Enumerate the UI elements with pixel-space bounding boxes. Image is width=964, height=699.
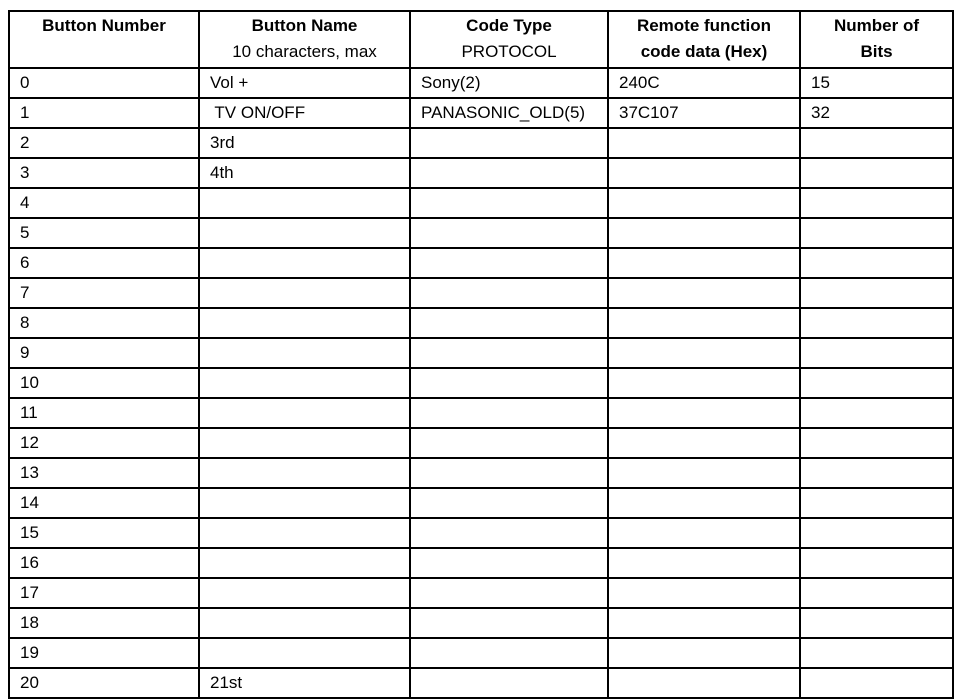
cell-code-data[interactable] [608,158,800,188]
table-body [9,68,953,698]
cell-number-of-bits[interactable] [800,398,953,428]
cell-number-of-bits[interactable] [800,668,953,698]
table-row [9,248,953,278]
cell-code-data[interactable] [608,578,800,608]
cell-code-data[interactable] [608,278,800,308]
table-row [9,428,953,458]
button-config-table-container [8,10,954,699]
cell-code-type[interactable] [410,428,608,458]
cell-button-number[interactable]: 19 [9,638,199,668]
table-row [9,68,953,98]
header-button-name-label: Button Name [251,16,358,35]
cell-code-data[interactable]: 240C [608,68,800,98]
cell-code-data[interactable] [608,638,800,668]
cell-code-type[interactable] [410,158,608,188]
table-row [9,218,953,248]
cell-code-data[interactable] [608,458,800,488]
cell-code-type[interactable]: Sony(2) [410,68,608,98]
cell-button-name[interactable] [199,638,410,668]
cell-button-name[interactable]: 3rd [199,128,410,158]
cell-number-of-bits[interactable] [800,188,953,218]
header-button-number [9,11,199,68]
table-row [9,338,953,368]
cell-button-name[interactable] [199,188,410,218]
cell-code-data[interactable] [608,248,800,278]
cell-code-type[interactable] [410,458,608,488]
cell-button-number[interactable]: 11 [9,398,199,428]
cell-button-name[interactable] [199,428,410,458]
cell-code-data[interactable] [608,608,800,638]
cell-code-type[interactable] [410,338,608,368]
cell-code-type[interactable] [410,578,608,608]
table-row [9,308,953,338]
header-button-number-label: Button Number [42,16,166,35]
cell-button-name[interactable] [199,458,410,488]
cell-code-data[interactable] [608,518,800,548]
cell-number-of-bits[interactable] [800,218,953,248]
header-row [9,11,953,68]
cell-button-name[interactable] [199,608,410,638]
cell-code-type[interactable] [410,188,608,218]
cell-code-type[interactable] [410,398,608,428]
table-row [9,608,953,638]
table-row [9,578,953,608]
cell-button-number[interactable]: 9 [9,338,199,368]
cell-code-data[interactable] [608,308,800,338]
cell-button-number[interactable]: 4 [9,188,199,218]
cell-button-name[interactable]: 21st [199,668,410,698]
cell-button-number[interactable]: 13 [9,458,199,488]
header-code-type [410,11,608,68]
cell-button-number[interactable]: 7 [9,278,199,308]
cell-code-type[interactable] [410,128,608,158]
cell-code-data[interactable]: 37C107 [608,98,800,128]
cell-number-of-bits[interactable] [800,518,953,548]
cell-button-name[interactable] [199,398,410,428]
table-row [9,458,953,488]
header-code-type-label: Code Type [466,16,552,35]
cell-button-number[interactable]: 16 [9,548,199,578]
cell-code-type[interactable] [410,638,608,668]
cell-button-number[interactable]: 17 [9,578,199,608]
cell-number-of-bits[interactable] [800,128,953,158]
cell-number-of-bits[interactable] [800,338,953,368]
cell-number-of-bits[interactable] [800,608,953,638]
cell-number-of-bits[interactable]: 32 [800,98,953,128]
cell-button-number[interactable]: 20 [9,668,199,698]
table-row [9,128,953,158]
table-row [9,398,953,428]
cell-button-number[interactable]: 2 [9,128,199,158]
cell-button-name[interactable]: 4th [199,158,410,188]
table-header [9,11,953,68]
cell-code-type[interactable] [410,278,608,308]
cell-button-name[interactable] [199,308,410,338]
cell-number-of-bits[interactable] [800,488,953,518]
table-row [9,368,953,398]
header-number-of-bits [800,11,953,68]
cell-code-type[interactable] [410,248,608,278]
cell-code-type[interactable] [410,548,608,578]
cell-button-name[interactable] [199,278,410,308]
cell-button-number[interactable]: 8 [9,308,199,338]
cell-button-name[interactable] [199,338,410,368]
cell-button-name[interactable]: TV ON/OFF [199,98,410,128]
cell-button-number[interactable]: 15 [9,518,199,548]
cell-button-number[interactable]: 1 [9,98,199,128]
cell-code-data[interactable] [608,338,800,368]
header-button-name-sublabel: 10 characters, max [232,42,377,61]
cell-number-of-bits[interactable] [800,578,953,608]
cell-code-data[interactable] [608,668,800,698]
cell-button-name[interactable] [199,578,410,608]
table-row [9,188,953,218]
cell-button-name[interactable]: Vol + [199,68,410,98]
cell-code-data[interactable] [608,218,800,248]
cell-number-of-bits[interactable] [800,638,953,668]
table-row [9,518,953,548]
cell-button-name[interactable] [199,488,410,518]
header-number-of-bits-label-line2: Bits [860,42,893,61]
cell-button-name[interactable] [199,218,410,248]
header-button-name [199,11,410,68]
cell-button-number[interactable]: 0 [9,68,199,98]
cell-button-name[interactable] [199,548,410,578]
cell-button-number[interactable]: 18 [9,608,199,638]
header-code-data [608,11,800,68]
cell-code-type[interactable]: PANASONIC_OLD(5) [410,98,608,128]
cell-code-type[interactable] [410,368,608,398]
cell-code-type[interactable] [410,218,608,248]
table-row [9,668,953,698]
cell-code-type[interactable] [410,308,608,338]
cell-code-data[interactable] [608,368,800,398]
cell-number-of-bits[interactable] [800,368,953,398]
cell-number-of-bits[interactable] [800,308,953,338]
cell-number-of-bits[interactable] [800,158,953,188]
header-number-of-bits-label: Number of [834,16,919,35]
cell-code-data[interactable] [608,488,800,518]
header-code-type-sublabel: PROTOCOL [461,42,557,61]
cell-number-of-bits[interactable] [800,548,953,578]
cell-code-type[interactable] [410,668,608,698]
cell-button-name[interactable] [199,518,410,548]
table-row [9,98,953,128]
table-row [9,488,953,518]
table-row [9,158,953,188]
header-code-data-label: Remote function [636,16,772,35]
cell-code-data[interactable] [608,398,800,428]
cell-button-name[interactable] [199,248,410,278]
cell-button-number[interactable]: 3 [9,158,199,188]
cell-code-data[interactable] [608,128,800,158]
cell-button-name[interactable] [199,368,410,398]
cell-button-number[interactable]: 14 [9,488,199,518]
cell-code-type[interactable] [410,488,608,518]
cell-button-number[interactable]: 6 [9,248,199,278]
table-row [9,278,953,308]
table-row [9,548,953,578]
cell-number-of-bits[interactable] [800,248,953,278]
cell-code-data[interactable] [608,428,800,458]
cell-button-number[interactable]: 5 [9,218,199,248]
cell-code-type[interactable] [410,608,608,638]
cell-code-type[interactable] [410,518,608,548]
cell-code-data[interactable] [608,548,800,578]
cell-code-data[interactable] [608,188,800,218]
cell-number-of-bits[interactable] [800,458,953,488]
button-config-table [8,10,954,699]
header-code-data-label-line2: code data (Hex) [640,42,768,61]
cell-button-number[interactable]: 12 [9,428,199,458]
cell-number-of-bits[interactable] [800,428,953,458]
cell-number-of-bits[interactable] [800,278,953,308]
cell-button-number[interactable]: 10 [9,368,199,398]
cell-number-of-bits[interactable]: 15 [800,68,953,98]
table-row [9,638,953,668]
